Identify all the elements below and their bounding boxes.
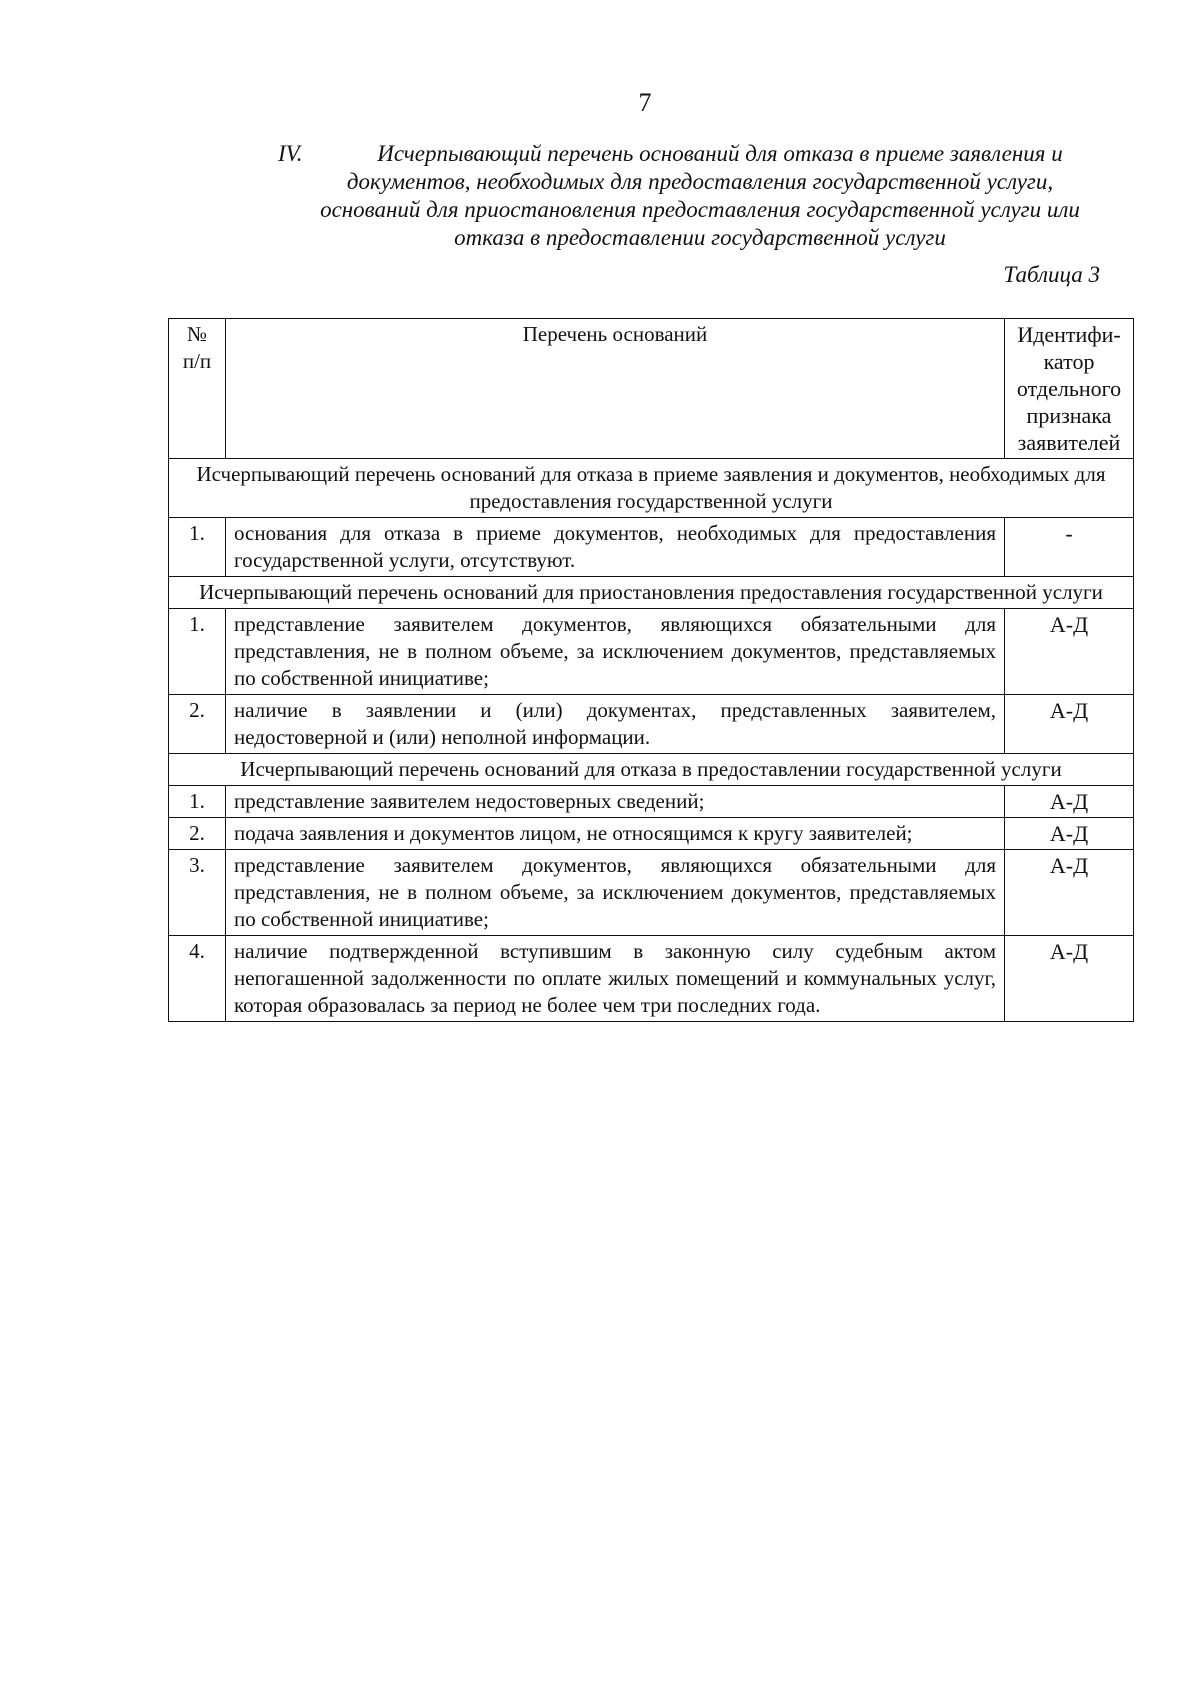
table-row bbox=[169, 786, 1134, 818]
row-identifier: А-Д bbox=[1005, 609, 1134, 695]
header-identifier: Идентифи-катор отдельного признака заявителей bbox=[1005, 319, 1134, 459]
row-identifier: А-Д bbox=[1005, 786, 1134, 818]
section-title: Исчерпывающий перечень оснований для отказа в приеме заявления и документов, необходимых для предоставления государственной услуги bbox=[169, 459, 1134, 518]
row-identifier: А-Д bbox=[1005, 818, 1134, 850]
row-identifier: - bbox=[1005, 518, 1134, 577]
row-text: наличие подтвержденной вступившим в законную силу судебным актом непогашенной задолженности по оплате жилых помещений и коммунальных услуг, которая образовалась за период не более чем три последних года. bbox=[226, 936, 1005, 1022]
table-row bbox=[169, 936, 1134, 1022]
row-identifier: А-Д bbox=[1005, 936, 1134, 1022]
row-text: представление заявителем документов, являющихся обязательными для представления, не в полном объеме, за исключением документов, представляемых по собственной инициативе; bbox=[226, 850, 1005, 936]
row-text: наличие в заявлении и (или) документах, представленных заявителем, недостоверной и (или) неполной информации. bbox=[226, 695, 1005, 754]
row-identifier: А-Д bbox=[1005, 695, 1134, 754]
row-number: 4. bbox=[169, 936, 226, 1022]
row-number: 1. bbox=[169, 786, 226, 818]
row-number: 2. bbox=[169, 695, 226, 754]
row-number: 1. bbox=[169, 518, 226, 577]
heading-line: оснований для приостановления предоставления государственной услуги или bbox=[320, 197, 1080, 222]
section-row bbox=[169, 577, 1134, 609]
row-text: представление заявителем документов, являющихся обязательными для представления, не в полном объеме, за исключением документов, представляемых по собственной инициативе; bbox=[226, 609, 1005, 695]
section-row bbox=[169, 459, 1134, 518]
page-number: 7 bbox=[638, 88, 652, 117]
table-row bbox=[169, 695, 1134, 754]
section-heading bbox=[270, 140, 1130, 252]
row-text: представление заявителем недостоверных сведений; bbox=[226, 786, 1005, 818]
section-numeral: IV. bbox=[278, 141, 303, 166]
table-row bbox=[169, 850, 1134, 936]
row-number: 1. bbox=[169, 609, 226, 695]
row-number: 3. bbox=[169, 850, 226, 936]
table-row bbox=[169, 609, 1134, 695]
heading-line: документов, необходимых для предоставления государственной услуги, bbox=[346, 169, 1054, 194]
row-identifier: А-Д bbox=[1005, 850, 1134, 936]
section-title: Исчерпывающий перечень оснований для приостановления предоставления государственной услуги bbox=[169, 577, 1134, 609]
grounds-table bbox=[168, 318, 1134, 1022]
table-header-row bbox=[169, 319, 1134, 459]
heading-line: отказа в предоставлении государственной услуги bbox=[454, 225, 946, 250]
row-number: 2. bbox=[169, 818, 226, 850]
section-row bbox=[169, 754, 1134, 786]
heading-line: Исчерпывающий перечень оснований для отказа в приеме заявления и bbox=[377, 141, 1063, 166]
table-caption: Таблица 3 bbox=[1003, 262, 1100, 287]
header-number: № п/п bbox=[169, 319, 226, 459]
section-title: Исчерпывающий перечень оснований для отказа в предоставлении государственной услуги bbox=[169, 754, 1134, 786]
table-row bbox=[169, 518, 1134, 577]
row-text: подача заявления и документов лицом, не относящимся к кругу заявителей; bbox=[226, 818, 1005, 850]
row-text: основания для отказа в приеме документов, необходимых для предоставления государственной услуги, отсутствуют. bbox=[226, 518, 1005, 577]
table-row bbox=[169, 818, 1134, 850]
header-grounds: Перечень оснований bbox=[226, 319, 1005, 459]
